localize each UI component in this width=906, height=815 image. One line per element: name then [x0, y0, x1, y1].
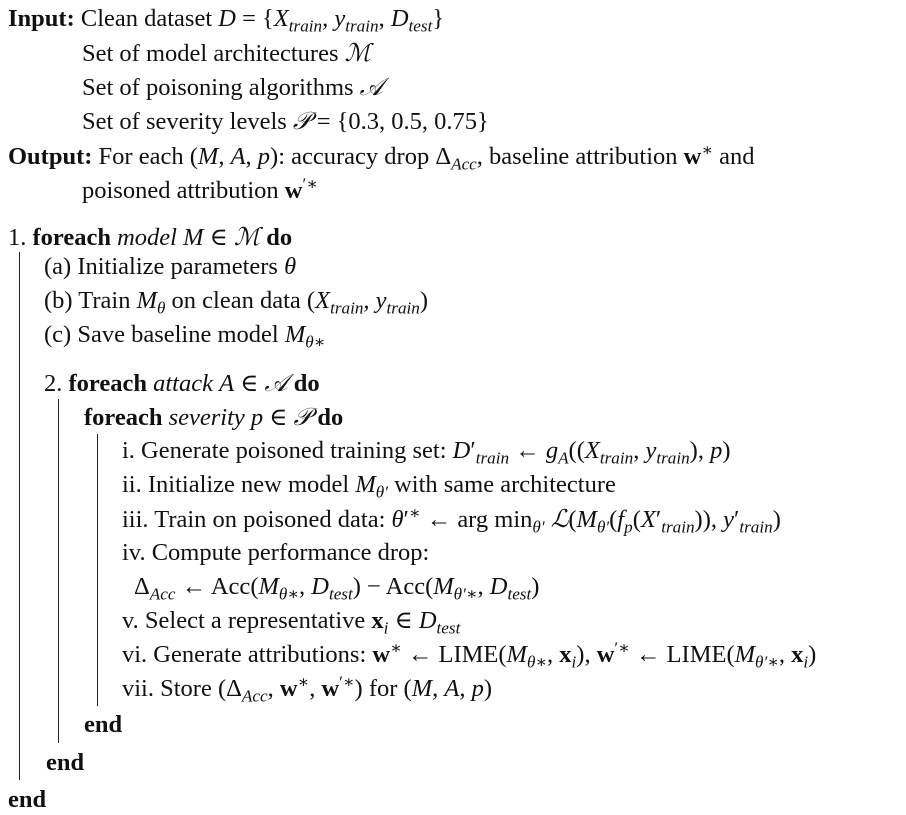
step1-b: (b) Train $M_\theta$ on clean data ($X_{train}$, $y_{train}$)	[44, 287, 429, 318]
inner-step-i: i. Generate poisoned training set: $D'_{train}$ ← $g_A((X_{train}$, $y_{train}$), p)	[122, 437, 731, 468]
inner-step-vi: vi. Generate attributions: w∗ ← $LIME(M_{\theta∗}$, $x_i$), w′∗ ← $LIME(M_{\theta'∗}$, $x_i$)	[122, 638, 817, 672]
input-line-1: Input: Clean dataset $D = \{X_{train}$, $y_{train}$, $D_{test}$}	[8, 5, 445, 36]
inner-step-iv: iv. Compute performance drop:	[122, 539, 430, 566]
inner-loop-header: foreach severity p ∈ 𝒫 do	[84, 402, 344, 431]
loop-bar-level-3	[97, 434, 98, 706]
input-line-2: Set of model architectures ℳ	[82, 38, 371, 67]
input-line-3: Set of poisoning algorithms 𝒜	[82, 72, 383, 101]
inner-step-v: v. Select a representative $x_i$ ∈ $D_{test}$	[122, 607, 461, 638]
end-attack-loop: end	[46, 749, 85, 776]
step1-c: (c) Save baseline model $M_{\theta∗}$	[44, 321, 326, 352]
step1-a: (a) Initialize parameters θ	[44, 253, 297, 280]
output-line-1: Output: For each (M, A, p): accuracy drop $\Delta_{Acc}$, baseline attribution w∗ and	[8, 140, 755, 174]
step1-header: 1. foreach model M ∈ ℳ do	[8, 222, 293, 251]
loop-bar-level-1	[19, 252, 20, 780]
inner-step-iv-formula: $\Delta_{Acc}$ ← $Acc(M_{\theta∗}$, $D_{test}) - Acc(M_{\theta'∗}$, $D_{test}$)	[134, 573, 540, 604]
inner-step-iii: iii. Train on poisoned data: θ′∗ ← arg $\min_{\theta'}$ $ℒ(M_{\theta'}(f_p(X'_{train}))$, $y'_{train}$)	[122, 503, 781, 537]
output-line-2: poisoned attribution w′∗	[82, 174, 318, 204]
loop-bar-level-2	[58, 399, 59, 743]
input-keyword: Input:	[8, 5, 75, 32]
inner-step-ii: ii. Initialize new model $M_{\theta'}$ with same architecture	[122, 471, 616, 502]
output-keyword: Output:	[8, 143, 93, 170]
end-model-loop: end	[8, 786, 47, 813]
input-line-4: Set of severity levels 𝒫 = {0.3, 0.5, 0.75}	[82, 106, 489, 135]
inner-step-vii: vii. Store ($\Delta_{Acc}$, w∗, w′∗) for (M, A, p)	[122, 672, 493, 706]
end-inner-loop: end	[84, 711, 123, 738]
step2-header: 2. foreach attack A ∈ 𝒜 do	[44, 368, 320, 397]
